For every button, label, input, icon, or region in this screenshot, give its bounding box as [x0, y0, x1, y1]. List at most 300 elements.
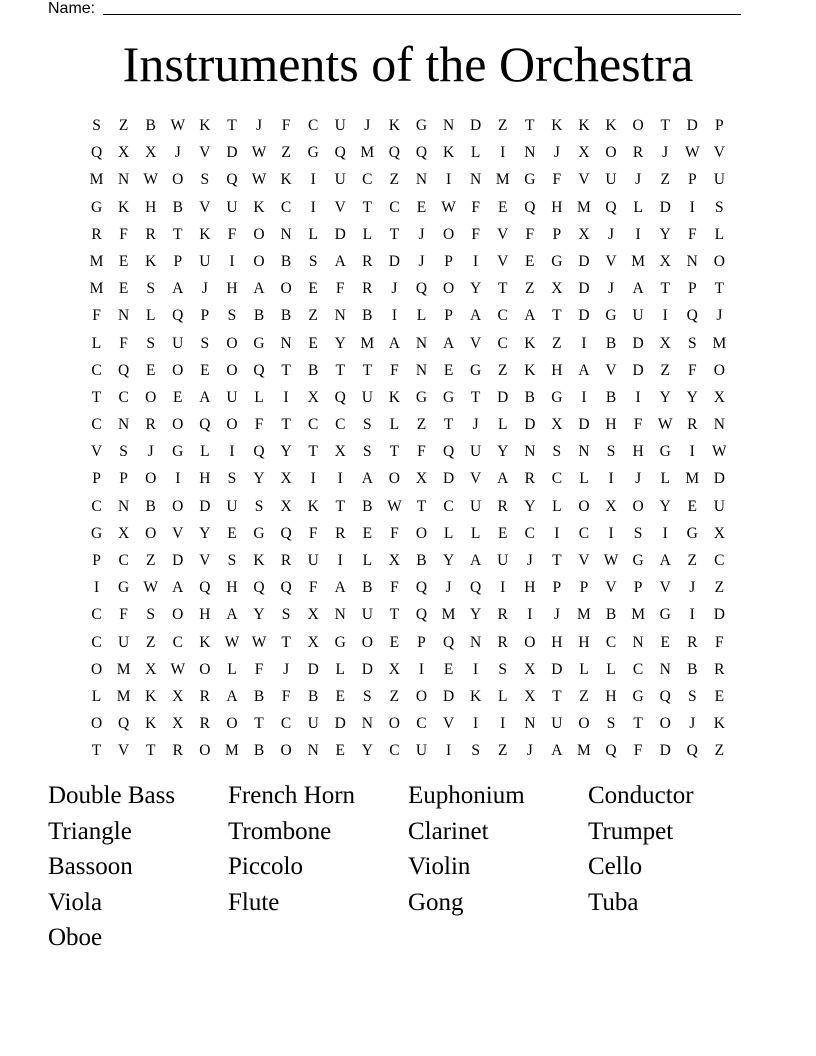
grid-letter[interactable]: O — [524, 633, 536, 651]
grid-letter[interactable]: Y — [659, 497, 671, 515]
grid-letter[interactable]: N — [415, 171, 428, 189]
grid-letter[interactable]: L — [633, 198, 643, 216]
grid-letter[interactable]: K — [470, 687, 482, 705]
grid-letter[interactable]: O — [659, 715, 671, 733]
grid-letter[interactable]: A — [226, 606, 238, 624]
grid-letter[interactable]: L — [443, 524, 454, 542]
grid-letter[interactable]: G — [632, 552, 644, 569]
grid-letter[interactable]: B — [307, 687, 319, 705]
grid-letter[interactable]: S — [363, 443, 372, 461]
grid-letter[interactable]: R — [497, 633, 508, 651]
grid-letter[interactable]: D — [578, 307, 590, 325]
grid-letter[interactable]: I — [689, 443, 695, 461]
grid-letter[interactable]: S — [146, 606, 155, 624]
grid-letter[interactable]: X — [307, 606, 319, 624]
grid-letter[interactable]: X — [605, 497, 617, 515]
grid-letter[interactable]: B — [605, 606, 617, 624]
grid-letter[interactable]: Z — [552, 334, 562, 352]
grid-letter[interactable]: A — [361, 470, 373, 488]
grid-letter[interactable]: I — [310, 470, 316, 488]
grid-letter[interactable]: G — [253, 334, 265, 352]
grid-letter[interactable]: X — [659, 252, 671, 270]
grid-letter[interactable]: I — [310, 198, 316, 216]
grid-letter[interactable]: N — [470, 171, 482, 189]
grid-letter[interactable]: N — [307, 742, 319, 760]
grid-letter[interactable]: T — [660, 280, 670, 298]
grid-letter[interactable]: D — [307, 660, 319, 678]
grid-letter[interactable]: M — [577, 742, 591, 760]
grid-letter[interactable]: E — [714, 687, 725, 705]
grid-letter[interactable]: Q — [415, 280, 428, 298]
grid-letter[interactable]: S — [498, 660, 508, 678]
grid-letter[interactable]: V — [578, 171, 590, 189]
grid-letter[interactable]: D — [578, 280, 590, 298]
grid-letter[interactable]: X — [145, 660, 157, 678]
grid-letter[interactable]: L — [552, 497, 562, 515]
grid-letter[interactable]: I — [689, 198, 695, 216]
grid-letter[interactable]: J — [526, 742, 533, 760]
grid-letter[interactable]: D — [524, 416, 536, 434]
grid-letter[interactable]: O — [578, 715, 590, 733]
grid-letter[interactable]: W — [143, 579, 159, 597]
grid-letter[interactable]: C — [91, 416, 102, 434]
grid-letter[interactable]: Q — [470, 579, 482, 597]
grid-letter[interactable]: I — [418, 660, 425, 678]
grid-letter[interactable]: R — [199, 715, 211, 733]
grid-letter[interactable]: R — [172, 742, 183, 760]
grid-letter[interactable]: P — [579, 579, 589, 597]
grid-letter[interactable]: T — [308, 443, 318, 461]
grid-letter[interactable]: N — [524, 715, 536, 733]
grid-letter[interactable]: V — [118, 742, 130, 760]
grid-letter[interactable]: V — [172, 524, 184, 542]
grid-letter[interactable]: I — [527, 606, 533, 624]
grid-letter[interactable]: E — [389, 633, 400, 651]
grid-letter[interactable]: F — [390, 579, 399, 597]
grid-letter[interactable]: E — [416, 198, 427, 216]
grid-letter[interactable]: W — [143, 171, 159, 189]
grid-letter[interactable]: R — [714, 660, 725, 678]
grid-letter[interactable]: D — [632, 334, 644, 352]
grid-letter[interactable]: O — [632, 117, 644, 134]
grid-letter[interactable]: N — [280, 334, 292, 352]
grid-letter[interactable]: E — [145, 361, 156, 379]
grid-letter[interactable]: X — [172, 715, 184, 733]
grid-letter[interactable]: N — [659, 660, 671, 678]
grid-letter[interactable]: B — [280, 307, 292, 325]
grid-letter[interactable]: B — [524, 388, 535, 406]
grid-letter[interactable]: Z — [416, 416, 427, 434]
grid-letter[interactable]: K — [388, 388, 400, 406]
grid-letter[interactable]: V — [497, 252, 509, 270]
grid-letter[interactable]: C — [307, 416, 319, 434]
grid-letter[interactable]: I — [500, 579, 506, 597]
grid-letter[interactable]: I — [500, 144, 506, 162]
grid-letter[interactable]: U — [632, 307, 644, 325]
grid-letter[interactable]: S — [552, 443, 562, 461]
grid-letter[interactable]: D — [632, 361, 644, 379]
grid-letter[interactable]: C — [416, 715, 427, 733]
grid-letter[interactable]: E — [200, 361, 210, 379]
grid-letter[interactable]: P — [687, 171, 697, 189]
grid-letter[interactable]: M — [89, 171, 104, 189]
grid-letter[interactable]: W — [170, 117, 186, 134]
grid-letter[interactable]: G — [172, 443, 184, 461]
grid-letter[interactable]: P — [417, 633, 426, 651]
grid-letter[interactable]: Q — [605, 742, 617, 760]
grid-letter[interactable]: D — [659, 198, 671, 216]
grid-letter[interactable]: O — [388, 715, 400, 733]
grid-letter[interactable]: Q — [334, 144, 346, 162]
grid-letter[interactable]: K — [388, 117, 400, 134]
grid-letter[interactable]: C — [389, 198, 400, 216]
grid-letter[interactable]: G — [415, 388, 428, 406]
grid-letter[interactable]: P — [119, 470, 128, 488]
grid-letter[interactable]: K — [199, 633, 211, 651]
grid-letter[interactable]: E — [308, 280, 318, 298]
grid-letter[interactable]: L — [145, 307, 156, 325]
grid-letter[interactable]: O — [361, 633, 373, 651]
grid-letter[interactable]: G — [551, 252, 563, 270]
grid-letter[interactable]: T — [91, 388, 102, 406]
grid-letter[interactable]: Q — [686, 307, 698, 325]
grid-letter[interactable]: Y — [361, 742, 373, 760]
grid-letter[interactable]: J — [445, 579, 452, 597]
grid-letter[interactable]: C — [91, 361, 102, 379]
grid-letter[interactable]: Y — [524, 497, 536, 515]
grid-letter[interactable]: I — [473, 715, 479, 733]
grid-letter[interactable]: L — [470, 144, 481, 162]
grid-letter[interactable]: I — [310, 171, 316, 189]
grid-letter[interactable]: O — [632, 497, 644, 515]
grid-letter[interactable]: X — [145, 144, 157, 162]
grid-letter[interactable]: E — [497, 198, 508, 216]
grid-letter[interactable]: K — [578, 117, 590, 134]
grid-letter[interactable]: Q — [442, 443, 455, 461]
grid-letter[interactable]: S — [254, 497, 264, 515]
grid-letter[interactable]: Y — [470, 280, 482, 298]
grid-letter[interactable]: L — [497, 687, 508, 705]
grid-letter[interactable]: W — [657, 416, 673, 434]
grid-letter[interactable]: M — [360, 334, 375, 352]
grid-letter[interactable]: Y — [659, 388, 671, 406]
grid-letter[interactable]: O — [172, 497, 184, 515]
grid-letter[interactable]: C — [91, 606, 102, 624]
grid-letter[interactable]: D — [713, 470, 725, 488]
grid-letter[interactable]: V — [442, 715, 455, 733]
grid-letter[interactable]: X — [713, 388, 725, 406]
grid-letter[interactable]: C — [443, 497, 454, 515]
grid-letter[interactable]: O — [713, 361, 725, 379]
name-line-field[interactable] — [103, 14, 741, 15]
grid-letter[interactable]: E — [443, 361, 454, 379]
grid-letter[interactable]: M — [225, 742, 239, 760]
grid-letter[interactable]: X — [659, 334, 671, 352]
grid-letter[interactable]: B — [362, 307, 373, 325]
grid-letter[interactable]: W — [712, 443, 727, 461]
grid-letter[interactable]: E — [173, 388, 183, 406]
grid-letter[interactable]: R — [280, 552, 292, 569]
grid-letter[interactable]: F — [471, 198, 480, 216]
grid-letter[interactable]: Z — [714, 579, 725, 597]
grid-letter[interactable]: J — [635, 470, 642, 488]
grid-letter[interactable]: T — [389, 443, 400, 461]
grid-letter[interactable]: X — [280, 497, 292, 515]
grid-letter[interactable]: T — [227, 117, 237, 134]
grid-letter[interactable]: L — [470, 524, 481, 542]
grid-letter[interactable]: K — [280, 171, 292, 189]
grid-letter[interactable]: A — [334, 579, 346, 597]
grid-letter[interactable]: B — [362, 579, 373, 597]
grid-letter[interactable]: G — [551, 388, 563, 406]
grid-letter[interactable]: L — [579, 470, 589, 488]
grid-letter[interactable]: R — [524, 470, 535, 488]
grid-letter[interactable]: I — [337, 552, 343, 569]
grid-letter[interactable]: F — [471, 225, 480, 243]
grid-letter[interactable]: T — [443, 416, 454, 434]
grid-letter[interactable]: U — [713, 171, 725, 189]
grid-letter[interactable]: A — [551, 742, 563, 760]
grid-letter[interactable]: K — [442, 144, 455, 162]
grid-letter[interactable]: N — [118, 307, 130, 325]
grid-letter[interactable]: Z — [389, 687, 400, 705]
grid-letter[interactable]: L — [416, 307, 427, 325]
grid-letter[interactable]: B — [687, 660, 698, 678]
grid-letter[interactable]: Y — [199, 524, 211, 542]
grid-letter[interactable]: I — [229, 443, 235, 461]
grid-letter[interactable]: X — [388, 660, 400, 678]
grid-letter[interactable]: R — [687, 416, 698, 434]
grid-letter[interactable]: D — [361, 660, 373, 678]
grid-letter[interactable]: M — [712, 334, 727, 352]
grid-letter[interactable]: V — [605, 252, 617, 270]
grid-letter[interactable]: D — [497, 388, 509, 406]
grid-letter[interactable]: F — [633, 416, 643, 434]
grid-letter[interactable]: Z — [525, 280, 535, 298]
grid-letter[interactable]: C — [280, 198, 292, 216]
grid-letter[interactable]: Q — [415, 579, 428, 597]
grid-letter[interactable]: M — [495, 171, 510, 189]
grid-letter[interactable]: H — [145, 198, 157, 216]
grid-letter[interactable]: T — [362, 361, 373, 379]
grid-letter[interactable]: E — [308, 334, 318, 352]
grid-letter[interactable]: X — [578, 225, 590, 243]
grid-letter[interactable]: I — [608, 470, 614, 488]
grid-letter[interactable]: Q — [442, 633, 455, 651]
grid-letter[interactable]: H — [551, 198, 563, 216]
grid-letter[interactable]: M — [577, 606, 591, 624]
grid-letter[interactable]: S — [146, 334, 155, 352]
grid-letter[interactable]: Z — [389, 171, 400, 189]
grid-letter[interactable]: Q — [199, 416, 211, 434]
grid-letter[interactable]: U — [497, 552, 509, 569]
grid-letter[interactable]: L — [91, 334, 102, 352]
grid-letter[interactable]: O — [90, 660, 103, 678]
grid-letter[interactable]: G — [334, 633, 346, 651]
grid-letter[interactable]: S — [200, 334, 210, 352]
grid-letter[interactable]: Z — [660, 171, 670, 189]
grid-letter[interactable]: G — [307, 144, 319, 162]
grid-letter[interactable]: B — [362, 497, 373, 515]
grid-letter[interactable]: O — [145, 470, 157, 488]
grid-letter[interactable]: B — [605, 388, 617, 406]
grid-letter[interactable]: L — [200, 443, 210, 461]
grid-letter[interactable]: W — [387, 497, 402, 515]
grid-letter[interactable]: K — [307, 497, 319, 515]
grid-letter[interactable]: W — [224, 633, 240, 651]
grid-letter[interactable]: A — [524, 307, 536, 325]
grid-letter[interactable]: E — [525, 252, 535, 270]
grid-letter[interactable]: C — [335, 416, 346, 434]
grid-letter[interactable]: F — [227, 225, 237, 243]
grid-letter[interactable]: R — [362, 252, 373, 270]
grid-letter[interactable]: Q — [524, 198, 536, 216]
grid-letter[interactable]: O — [90, 715, 103, 733]
grid-letter[interactable]: F — [119, 606, 128, 624]
grid-letter[interactable]: I — [445, 171, 452, 189]
grid-letter[interactable]: D — [388, 252, 400, 270]
grid-letter[interactable]: C — [578, 524, 590, 542]
grid-letter[interactable]: B — [253, 687, 265, 705]
grid-letter[interactable]: W — [684, 144, 700, 162]
grid-letter[interactable]: B — [605, 334, 617, 352]
grid-letter[interactable]: J — [174, 144, 181, 162]
grid-letter[interactable]: L — [335, 660, 345, 678]
grid-letter[interactable]: P — [552, 579, 562, 597]
grid-letter[interactable]: D — [578, 252, 590, 270]
grid-letter[interactable]: D — [199, 497, 211, 515]
grid-letter[interactable]: O — [199, 660, 211, 678]
grid-letter[interactable]: L — [579, 660, 589, 678]
grid-letter[interactable]: Q — [172, 307, 184, 325]
grid-letter[interactable]: V — [90, 443, 103, 461]
grid-letter[interactable]: X — [307, 388, 319, 406]
grid-letter[interactable]: I — [581, 334, 587, 352]
grid-letter[interactable]: Y — [442, 552, 455, 569]
grid-letter[interactable]: P — [92, 552, 101, 569]
grid-letter[interactable]: C — [172, 633, 183, 651]
grid-letter[interactable]: T — [362, 198, 373, 216]
grid-letter[interactable]: C — [551, 470, 563, 488]
grid-letter[interactable]: B — [253, 742, 265, 760]
grid-letter[interactable]: O — [226, 715, 238, 733]
grid-letter[interactable]: N — [470, 633, 482, 651]
grid-letter[interactable]: J — [689, 579, 696, 597]
grid-letter[interactable]: M — [631, 606, 645, 624]
grid-letter[interactable]: A — [578, 361, 590, 379]
grid-letter[interactable]: H — [226, 579, 238, 597]
grid-letter[interactable]: Z — [497, 361, 508, 379]
grid-letter[interactable]: O — [199, 742, 211, 760]
grid-letter[interactable]: F — [119, 225, 128, 243]
grid-letter[interactable]: T — [281, 633, 291, 651]
grid-letter[interactable]: L — [660, 470, 670, 488]
grid-letter[interactable]: D — [686, 117, 698, 134]
grid-letter[interactable]: I — [337, 470, 343, 488]
grid-letter[interactable]: X — [578, 144, 590, 162]
grid-letter[interactable]: N — [415, 361, 428, 379]
grid-letter[interactable]: N — [118, 497, 130, 515]
grid-letter[interactable]: R — [335, 524, 346, 542]
grid-letter[interactable]: T — [552, 307, 562, 325]
grid-letter[interactable]: I — [473, 252, 479, 270]
grid-letter[interactable]: X — [524, 660, 536, 678]
grid-letter[interactable]: S — [308, 252, 318, 270]
grid-letter[interactable]: N — [361, 715, 373, 733]
grid-letter[interactable]: P — [633, 579, 643, 597]
grid-letter[interactable]: E — [118, 252, 129, 270]
grid-letter[interactable]: D — [578, 416, 590, 434]
grid-letter[interactable]: K — [145, 715, 157, 733]
grid-letter[interactable]: F — [119, 334, 128, 352]
grid-letter[interactable]: G — [686, 524, 698, 542]
grid-letter[interactable]: X — [551, 280, 563, 298]
grid-letter[interactable]: Y — [686, 388, 698, 406]
grid-letter[interactable]: O — [226, 334, 238, 352]
grid-letter[interactable]: S — [687, 687, 697, 705]
grid-letter[interactable]: Q — [253, 579, 265, 597]
grid-letter[interactable]: T — [335, 497, 345, 515]
grid-letter[interactable]: X — [118, 144, 130, 162]
grid-letter[interactable]: J — [147, 443, 154, 461]
grid-letter[interactable]: T — [91, 742, 102, 760]
grid-letter[interactable]: F — [687, 225, 697, 243]
grid-letter[interactable]: J — [255, 117, 263, 134]
grid-letter[interactable]: G — [524, 171, 536, 189]
grid-letter[interactable]: T — [254, 715, 264, 733]
grid-letter[interactable]: T — [389, 225, 400, 243]
grid-letter[interactable]: G — [415, 117, 428, 134]
grid-letter[interactable]: Q — [659, 687, 671, 705]
grid-letter[interactable]: K — [145, 687, 157, 705]
grid-letter[interactable]: U — [307, 552, 319, 569]
grid-letter[interactable]: Z — [579, 687, 589, 705]
grid-letter[interactable]: J — [364, 117, 371, 134]
grid-letter[interactable]: P — [444, 307, 453, 325]
grid-letter[interactable]: B — [253, 307, 265, 325]
grid-letter[interactable]: Z — [118, 117, 129, 134]
grid-letter[interactable]: I — [229, 252, 235, 270]
grid-letter[interactable]: T — [389, 606, 400, 624]
grid-letter[interactable]: N — [578, 443, 590, 461]
grid-letter[interactable]: F — [552, 171, 562, 189]
grid-letter[interactable]: X — [172, 687, 184, 705]
grid-letter[interactable]: U — [470, 443, 482, 461]
grid-letter[interactable]: X — [415, 470, 428, 488]
grid-letter[interactable]: A — [199, 388, 211, 406]
grid-letter[interactable]: A — [497, 470, 509, 488]
grid-letter[interactable]: K — [524, 334, 536, 352]
grid-letter[interactable]: E — [335, 687, 345, 705]
grid-letter[interactable]: L — [254, 388, 264, 406]
grid-letter[interactable]: Q — [415, 606, 428, 624]
grid-letter[interactable]: B — [172, 198, 183, 216]
grid-letter[interactable]: Z — [687, 552, 697, 569]
grid-letter[interactable]: U — [334, 171, 346, 189]
grid-letter[interactable]: T — [552, 687, 562, 705]
grid-letter[interactable]: T — [525, 117, 535, 134]
grid-letter[interactable]: I — [635, 388, 641, 406]
grid-letter[interactable]: S — [363, 687, 372, 705]
grid-letter[interactable]: I — [635, 225, 641, 243]
grid-letter[interactable]: A — [442, 334, 455, 352]
grid-letter[interactable]: T — [281, 416, 291, 434]
grid-letter[interactable]: V — [470, 334, 482, 352]
grid-letter[interactable]: L — [389, 416, 400, 434]
grid-letter[interactable]: Y — [334, 334, 346, 352]
grid-letter[interactable]: N — [334, 307, 346, 325]
grid-letter[interactable]: G — [442, 388, 455, 406]
